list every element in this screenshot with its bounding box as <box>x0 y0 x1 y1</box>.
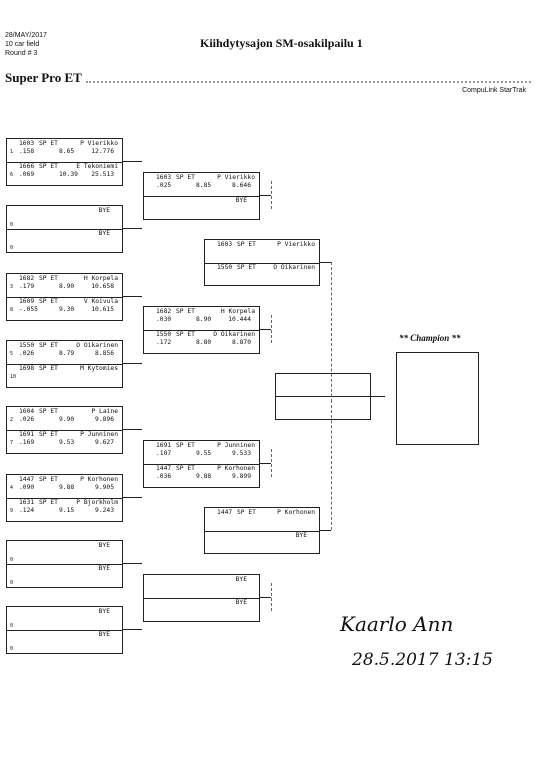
bracket-connector <box>370 396 385 397</box>
bracket-connector <box>122 363 142 364</box>
handwritten-signature: Kaarlo Ann <box>340 612 454 636</box>
class-label: SP ET <box>39 275 58 282</box>
round1-slot <box>7 564 122 587</box>
round3-match-box <box>204 239 320 286</box>
reaction-time: .025 <box>156 182 172 189</box>
lane-number: 8 <box>10 307 14 313</box>
driver-name: P Junninen <box>217 442 255 449</box>
speed-value: 12.776 <box>91 148 114 155</box>
lane-number: 4 <box>10 485 14 491</box>
round1-match-box <box>6 340 123 388</box>
round1-slot <box>7 498 122 521</box>
speed-value: 8.646 <box>232 182 251 189</box>
car-number: 1603 <box>217 241 233 248</box>
class-label: SP ET <box>176 442 195 449</box>
round2-slot <box>144 307 259 331</box>
class-label: SP ET <box>176 331 195 338</box>
lane-number: 9 <box>10 508 14 514</box>
bracket-connector <box>319 262 331 263</box>
speed-value: 9.905 <box>95 484 114 491</box>
car-number: 1447 <box>217 509 233 516</box>
round1-slot <box>7 407 122 431</box>
handwritten-time: 13:15 <box>444 650 493 670</box>
lane-number: 10 <box>10 374 17 380</box>
reaction-time: .036 <box>156 473 172 480</box>
elapsed-time: 9.55 <box>196 450 212 457</box>
round1-match-box <box>6 540 123 588</box>
elapsed-time: 9.88 <box>196 473 212 480</box>
round3-match-box <box>204 507 320 554</box>
driver-name: BYE <box>295 531 307 539</box>
round1-slot <box>7 364 122 387</box>
car-number: 1698 <box>19 365 35 372</box>
class-label: SP ET <box>39 408 58 415</box>
driver-name: BYE <box>98 542 110 549</box>
elapsed-time: 8.85 <box>196 182 212 189</box>
bracket-dashed-connector <box>331 262 332 402</box>
round2-slot <box>144 441 259 465</box>
driver-name: P Korhonen <box>217 465 255 472</box>
bracket-dashed-connector <box>271 181 272 209</box>
car-number: 1603 <box>156 174 172 181</box>
driver-name: O Oikarinen <box>76 342 118 349</box>
driver-name: P Laine <box>91 408 118 415</box>
class-label: SP ET <box>39 298 58 305</box>
lane-number: 0 <box>10 245 14 251</box>
round1-slot <box>7 274 122 298</box>
reaction-time: -.055 <box>19 306 38 313</box>
class-label: SP ET <box>39 499 58 506</box>
speed-value: 9.627 <box>95 439 114 446</box>
speed-value: 9.243 <box>95 507 114 514</box>
elapsed-time: 8.90 <box>196 316 212 323</box>
class-label: SP ET <box>237 263 256 271</box>
round2-slot <box>144 575 259 599</box>
class-label: SP ET <box>39 431 58 438</box>
champion-label: ** Champion ** <box>399 333 461 343</box>
elapsed-time: 9.88 <box>59 484 75 491</box>
round2-match-box <box>143 172 260 220</box>
car-number: 1550 <box>19 342 35 349</box>
bracket-connector <box>122 563 142 564</box>
round3-slot <box>205 263 319 286</box>
elapsed-time: 8.79 <box>59 350 75 357</box>
brand-label: CompuLink StarTrak <box>462 87 526 94</box>
round1-slot <box>7 541 122 565</box>
elapsed-time: 10.39 <box>59 171 78 178</box>
round2-match-box <box>143 440 260 488</box>
bracket-connector <box>259 329 271 330</box>
round1-match-box <box>6 406 123 454</box>
lane-number: 1 <box>10 149 14 155</box>
car-number: 1550 <box>217 263 233 271</box>
speed-value: 25.513 <box>91 171 114 178</box>
handwritten-date: 28.5.2017 <box>352 650 439 670</box>
driver-name: BYE <box>235 599 247 606</box>
bracket-connector <box>259 597 271 598</box>
class-label: SP ET <box>237 509 256 516</box>
lane-number: 5 <box>10 351 14 357</box>
lane-number: 7 <box>10 440 14 446</box>
final-matchup-box <box>275 373 371 420</box>
round1-match-box <box>6 273 123 321</box>
round3-slot <box>205 508 319 532</box>
driver-name: P Korhonen <box>80 476 118 483</box>
round1-slot <box>7 297 122 320</box>
speed-value: 10.615 <box>91 306 114 313</box>
field-size: 10 car field <box>5 41 40 48</box>
round1-slot <box>7 229 122 252</box>
lane-number: 0 <box>10 222 14 228</box>
elapsed-time: 8.65 <box>59 148 75 155</box>
class-label: SP ET <box>176 174 195 181</box>
car-number: 1666 <box>19 163 35 170</box>
elapsed-time: 8.90 <box>59 283 75 290</box>
round1-slot <box>7 206 122 230</box>
elapsed-time: 9.30 <box>59 306 75 313</box>
bracket-connector <box>319 530 331 531</box>
reaction-time: .124 <box>19 507 35 514</box>
driver-name: O Oikarinen <box>213 331 255 338</box>
round1-match-box <box>6 138 123 186</box>
bracket-dashed-connector <box>271 315 272 343</box>
class-label: SP ET <box>39 140 58 147</box>
driver-name: BYE <box>98 608 110 615</box>
speed-value: 9.896 <box>95 416 114 423</box>
bracket-connector <box>122 161 142 162</box>
bracket-connector <box>259 463 271 464</box>
car-number: 1604 <box>19 408 35 415</box>
bracket-dashed-connector <box>331 400 332 530</box>
car-number: 1550 <box>156 331 172 338</box>
speed-value: 10.444 <box>228 316 251 323</box>
elapsed-time: 9.15 <box>59 507 75 514</box>
lane-number: 0 <box>10 580 14 586</box>
driver-name: P Vierikko <box>217 174 255 181</box>
elapsed-time: 9.53 <box>59 439 75 446</box>
driver-name: BYE <box>98 230 110 237</box>
reaction-time: .179 <box>19 283 35 290</box>
car-number: 1603 <box>19 140 35 147</box>
driver-name: P Junninen <box>80 431 118 438</box>
driver-name: BYE <box>235 197 247 204</box>
round1-match-box <box>6 606 123 654</box>
speed-value: 9.899 <box>232 473 251 480</box>
bracket-dashed-connector <box>271 583 272 611</box>
lane-number: 0 <box>10 623 14 629</box>
bracket-connector <box>259 195 271 196</box>
bracket-connector <box>122 296 142 297</box>
driver-name: H Korpela <box>83 275 118 282</box>
driver-name: BYE <box>98 565 110 572</box>
driver-name: BYE <box>98 207 110 214</box>
round3-slot <box>205 531 319 554</box>
round2-slot <box>144 330 259 353</box>
round3-slot <box>205 240 319 264</box>
driver-name: BYE <box>98 631 110 638</box>
driver-name: V Koivula <box>83 298 118 305</box>
speed-value: 9.533 <box>232 450 251 457</box>
reaction-time: .169 <box>19 439 35 446</box>
reaction-time: .090 <box>19 484 35 491</box>
event-class: Super Pro ET <box>5 70 82 85</box>
class-label: SP ET <box>176 465 195 472</box>
reaction-time: .069 <box>19 171 35 178</box>
driver-name: P Bjorkholm <box>76 499 118 506</box>
round1-match-box <box>6 205 123 253</box>
driver-name: P Vierikko <box>80 140 118 147</box>
round1-match-box <box>6 474 123 522</box>
round2-slot <box>144 464 259 487</box>
elapsed-time: 9.90 <box>59 416 75 423</box>
driver-name: E Tekoniemi <box>76 163 118 170</box>
bracket-connector <box>122 429 142 430</box>
lane-number: 0 <box>10 557 14 563</box>
title-dotted-rule <box>86 81 531 83</box>
round1-slot <box>7 341 122 365</box>
speed-value: 10.658 <box>91 283 114 290</box>
driver-name: P Korhonen <box>277 509 315 516</box>
car-number: 1447 <box>156 465 172 472</box>
reaction-time: .026 <box>19 350 35 357</box>
round2-match-box <box>143 306 260 354</box>
class-label: SP ET <box>39 163 58 170</box>
driver-name: P Vierikko <box>277 241 315 248</box>
reaction-time: .172 <box>156 339 172 346</box>
class-label: SP ET <box>237 241 256 248</box>
car-number: 1682 <box>156 308 172 315</box>
round1-slot <box>7 162 122 185</box>
speed-value: 8.856 <box>95 350 114 357</box>
car-number: 1691 <box>156 442 172 449</box>
speed-value: 8.870 <box>232 339 251 346</box>
class-label: SP ET <box>39 342 58 349</box>
class-label: SP ET <box>176 308 195 315</box>
lane-number: 6 <box>10 172 14 178</box>
lane-number: 0 <box>10 646 14 652</box>
reaction-time: .158 <box>19 148 35 155</box>
car-number: 1691 <box>19 431 35 438</box>
round1-slot <box>7 139 122 163</box>
lane-number: 2 <box>10 417 14 423</box>
lane-number: 3 <box>10 284 14 290</box>
round2-slot <box>144 598 259 621</box>
round2-slot <box>144 173 259 197</box>
round1-slot <box>7 630 122 653</box>
bracket-connector <box>122 228 142 229</box>
final-divider <box>276 396 370 397</box>
reaction-time: .026 <box>19 416 35 423</box>
round1-slot <box>7 607 122 631</box>
driver-name: BYE <box>235 576 247 583</box>
class-label: SP ET <box>39 476 58 483</box>
bracket-connector <box>122 497 142 498</box>
car-number: 1682 <box>19 275 35 282</box>
round2-slot <box>144 196 259 219</box>
champion-box <box>396 352 479 445</box>
driver-name: M Kytomies <box>80 365 118 372</box>
bracket-connector <box>122 629 142 630</box>
round2-match-box <box>143 574 260 622</box>
elapsed-time: 8.80 <box>196 339 212 346</box>
driver-name: O Oikarinen <box>273 263 315 271</box>
car-number: 1609 <box>19 298 35 305</box>
class-label: SP ET <box>39 365 58 372</box>
event-date: 28/MAY/2017 <box>5 32 47 39</box>
car-number: 1447 <box>19 476 35 483</box>
car-number: 1631 <box>19 499 35 506</box>
round1-slot <box>7 430 122 453</box>
page-title: Kiihdytysajon SM-osakilpailu 1 <box>200 36 363 50</box>
round1-slot <box>7 475 122 499</box>
bracket-dashed-connector <box>271 449 272 477</box>
reaction-time: .107 <box>156 450 172 457</box>
driver-name: H Korpela <box>220 308 255 315</box>
reaction-time: .030 <box>156 316 172 323</box>
round-number: Round # 3 <box>5 50 38 57</box>
